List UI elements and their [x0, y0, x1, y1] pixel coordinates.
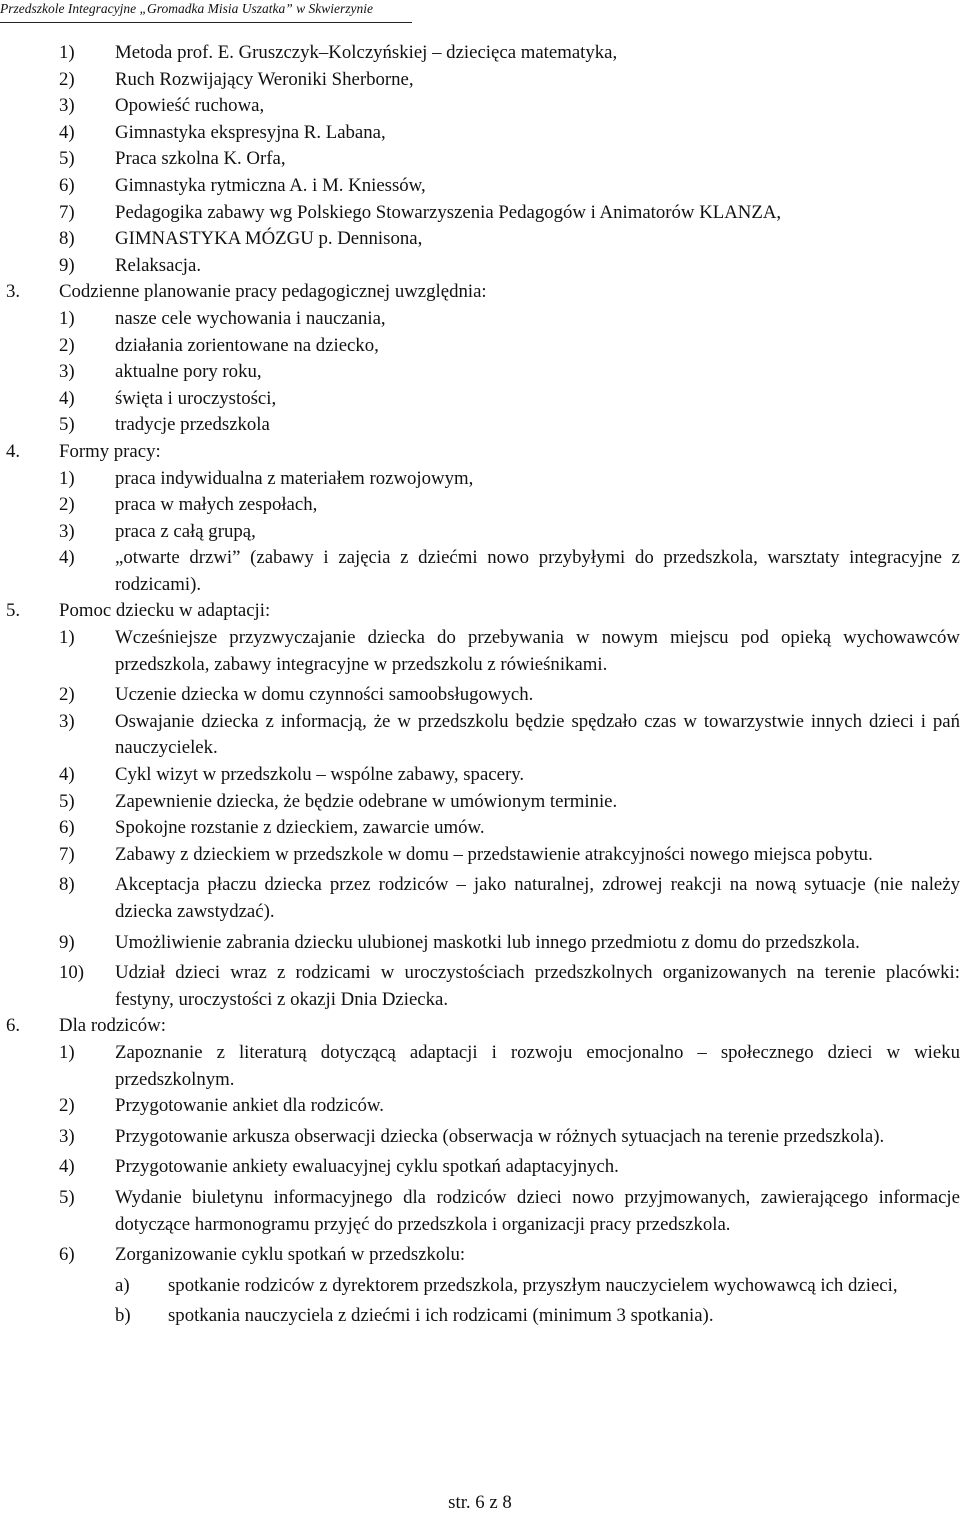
item-number: 1) [59, 42, 75, 63]
page-number: str. 6 z 8 [448, 1492, 512, 1513]
document-body [0, 40, 960, 1330]
item-number: a) [115, 1274, 130, 1296]
item-text: Oswajanie dziecka z informacją, że w przedszkolu będzie spędzało czas w towarzystwie innych dzieci i pań nauczycielek. [115, 710, 960, 759]
item-text: działania zorientowane na dziecko, [115, 334, 379, 356]
section-item [0, 598, 960, 625]
list-item [0, 709, 960, 762]
item-text: praca w małych zespołach, [115, 494, 318, 516]
item-number: 5) [59, 148, 75, 170]
list-item [0, 545, 960, 598]
item-number: 8) [59, 874, 75, 896]
section-item [0, 1013, 960, 1040]
item-text: Codzienne planowanie pracy pedagogicznej uwzględnia: [59, 281, 487, 303]
item-number: 5) [59, 790, 75, 812]
list-item [0, 519, 960, 546]
item-number: 5) [59, 414, 75, 436]
item-text: Akceptacja płaczu dziecka przez rodziców – jako naturalnej, zdrowej reakcji na nową sytuacje (nie należy dziecka zawstydzać). [115, 874, 960, 922]
sub-sub-list-item [0, 1303, 960, 1330]
list-item [0, 200, 960, 227]
list-item [0, 93, 960, 120]
header-title: Przedszkole Integracyjne „Gromadka Misia Uszatka” w Skwierzynie [0, 1, 373, 16]
item-number: 6) [59, 174, 75, 196]
list-item [0, 492, 960, 519]
item-number: 1) [59, 627, 75, 649]
list-item [0, 67, 960, 94]
item-text: Wcześniejsze przyzwyczajanie dziecka do przebywania w nowym miejscu pod opieką wychowawców przedszkola, zabawy integracyjne w przedszkolu z rówieśnikami. [115, 627, 960, 675]
item-number: 9) [59, 254, 75, 276]
list-item [0, 930, 960, 957]
list-item [0, 1242, 960, 1269]
list-item [0, 359, 960, 386]
section-item [0, 439, 960, 466]
item-number: 5) [59, 1186, 75, 1208]
list-item [0, 1124, 960, 1151]
list-item [0, 120, 960, 147]
item-text: Gimnastyka rytmiczna A. i M. Kniessów, [115, 174, 426, 196]
item-text: Zapewnienie dziecka, że będzie odebrane w umówionym terminie. [115, 790, 618, 812]
list-item [0, 1093, 960, 1120]
item-text: Przygotowanie ankiet dla rodziców. [115, 1095, 384, 1117]
item-text: Zabawy z dzieckiem w przedszkole w domu – przedstawienie atrakcyjności nowego miejsca pobytu. [115, 843, 873, 865]
list-item [0, 1040, 960, 1093]
item-number: 8) [59, 228, 75, 250]
item-text: Dla rodziców: [59, 1015, 166, 1037]
item-number: 2) [59, 684, 75, 706]
item-text: Ruch Rozwijający Weroniki Sherborne, [115, 68, 414, 90]
item-text: święta i uroczystości, [115, 387, 277, 409]
list-item [0, 1185, 960, 1238]
item-number: 2) [59, 494, 75, 516]
item-text: Formy pracy: [59, 440, 161, 462]
list-item [0, 789, 960, 816]
item-number: 1) [59, 1041, 75, 1063]
item-number: 4. [6, 440, 21, 462]
item-number: b) [115, 1305, 131, 1327]
item-text: nasze cele wychowania i nauczania, [115, 307, 386, 329]
list-item [0, 762, 960, 789]
item-number: 1) [59, 307, 75, 329]
item-text: Przygotowanie arkusza obserwacji dziecka (obserwacja w różnych sytuacjach na terenie przedszkola). [115, 1125, 885, 1147]
sub-sub-list-item [0, 1273, 960, 1300]
item-text: „otwarte drzwi” (zabawy i zajęcia z dziećmi nowo przybyłymi do przedszkola, warsztaty integracyjne z rodzicami). [115, 547, 960, 595]
list-item [0, 412, 960, 439]
list-item [0, 40, 960, 67]
item-number: 3) [59, 520, 75, 542]
item-text: Spokojne rozstanie z dzieckiem, zawarcie umów. [115, 817, 485, 839]
item-number: 9) [59, 931, 75, 953]
list-item [0, 815, 960, 842]
item-number: 3) [59, 95, 75, 117]
list-item [0, 253, 960, 280]
item-number: 2) [59, 334, 75, 356]
list-item [0, 872, 960, 925]
item-number: 6) [59, 817, 75, 839]
list-item [0, 226, 960, 253]
item-text: Wydanie biuletynu informacyjnego dla rodziców dzieci nowo przyjmowanych, zawierającego informacje dotyczące harmonogramu przyjęć do przedszkola i organizacji pracy przedszkola. [115, 1186, 960, 1235]
list-item [0, 625, 960, 678]
item-number: 4) [59, 1156, 75, 1178]
list-item [0, 333, 960, 360]
item-text: Opowieść ruchowa, [115, 95, 265, 117]
item-text: Relaksacja. [115, 254, 202, 276]
item-text: aktualne pory roku, [115, 361, 262, 383]
item-text: Metoda prof. E. Gruszczyk–Kolczyńskiej – dziecięca matematyka, [115, 42, 618, 63]
item-number: 3) [59, 1125, 75, 1147]
item-number: 3. [6, 281, 21, 303]
item-number: 4) [59, 547, 75, 569]
item-number: 2) [59, 68, 75, 90]
item-number: 7) [59, 843, 75, 865]
list-item [0, 960, 960, 1013]
item-text: GIMNASTYKA MÓZGU p. Dennisona, [115, 228, 423, 250]
item-text: Pedagogika zabawy wg Polskiego Stowarzyszenia Pedagogów i Animatorów KLANZA, [115, 201, 782, 223]
list-item [0, 146, 960, 173]
item-text: praca z całą grupą, [115, 520, 256, 542]
section-item [0, 279, 960, 306]
item-text: praca indywidualna z materiałem rozwojowym, [115, 467, 474, 489]
item-number: 4) [59, 387, 75, 409]
item-text: Praca szkolna K. Orfa, [115, 148, 286, 170]
item-text: spotkania nauczyciela z dziećmi i ich rodzicami (minimum 3 spotkania). [168, 1305, 714, 1327]
item-text: Przygotowanie ankiety ewaluacyjnej cyklu spotkań adaptacyjnych. [115, 1156, 619, 1178]
list-item [0, 682, 960, 709]
item-text: Udział dzieci wraz z rodzicami w uroczystościach przedszkolnych organizowanych na terenie placówki: festyny, uroczystości z okazji Dnia Dziecka. [115, 962, 960, 1010]
item-number: 6) [59, 1244, 75, 1266]
list-item [0, 842, 960, 869]
item-number: 4) [59, 121, 75, 143]
list-item [0, 1154, 960, 1181]
item-text: Umożliwienie zabrania dziecku ulubionej maskotki lub innego przedmiotu z domu do przedszkola. [115, 931, 860, 953]
item-number: 3) [59, 361, 75, 383]
item-number: 6. [6, 1015, 21, 1037]
item-number: 4) [59, 764, 75, 786]
list-item [0, 173, 960, 200]
item-number: 1) [59, 467, 75, 489]
list-item [0, 466, 960, 493]
item-text: Cykl wizyt w przedszkolu – wspólne zabawy, spacery. [115, 764, 525, 786]
item-text: Zapoznanie z literaturą dotyczącą adaptacji i rozwoju emocjonalno – społecznego dzieci w wieku przedszkolnym. [115, 1041, 960, 1090]
item-text: Pomoc dziecku w adaptacji: [59, 600, 271, 622]
item-text: Zorganizowanie cyklu spotkań w przedszkolu: [115, 1244, 466, 1266]
list-item [0, 386, 960, 413]
item-number: 2) [59, 1095, 75, 1117]
item-text: Uczenie dziecka w domu czynności samoobsługowych. [115, 684, 534, 706]
page-header [0, 0, 412, 23]
item-text: spotkanie rodziców z dyrektorem przedszkola, przyszłym nauczycielem wychowawcą ich dzieci, [168, 1274, 898, 1296]
item-text: tradycje przedszkola [115, 414, 270, 436]
item-number: 7) [59, 201, 75, 223]
page-footer [0, 1492, 960, 1514]
item-number: 10) [59, 962, 85, 984]
list-item [0, 306, 960, 333]
item-number: 3) [59, 710, 75, 732]
item-number: 5. [6, 600, 21, 622]
item-text: Gimnastyka ekspresyjna R. Labana, [115, 121, 386, 143]
